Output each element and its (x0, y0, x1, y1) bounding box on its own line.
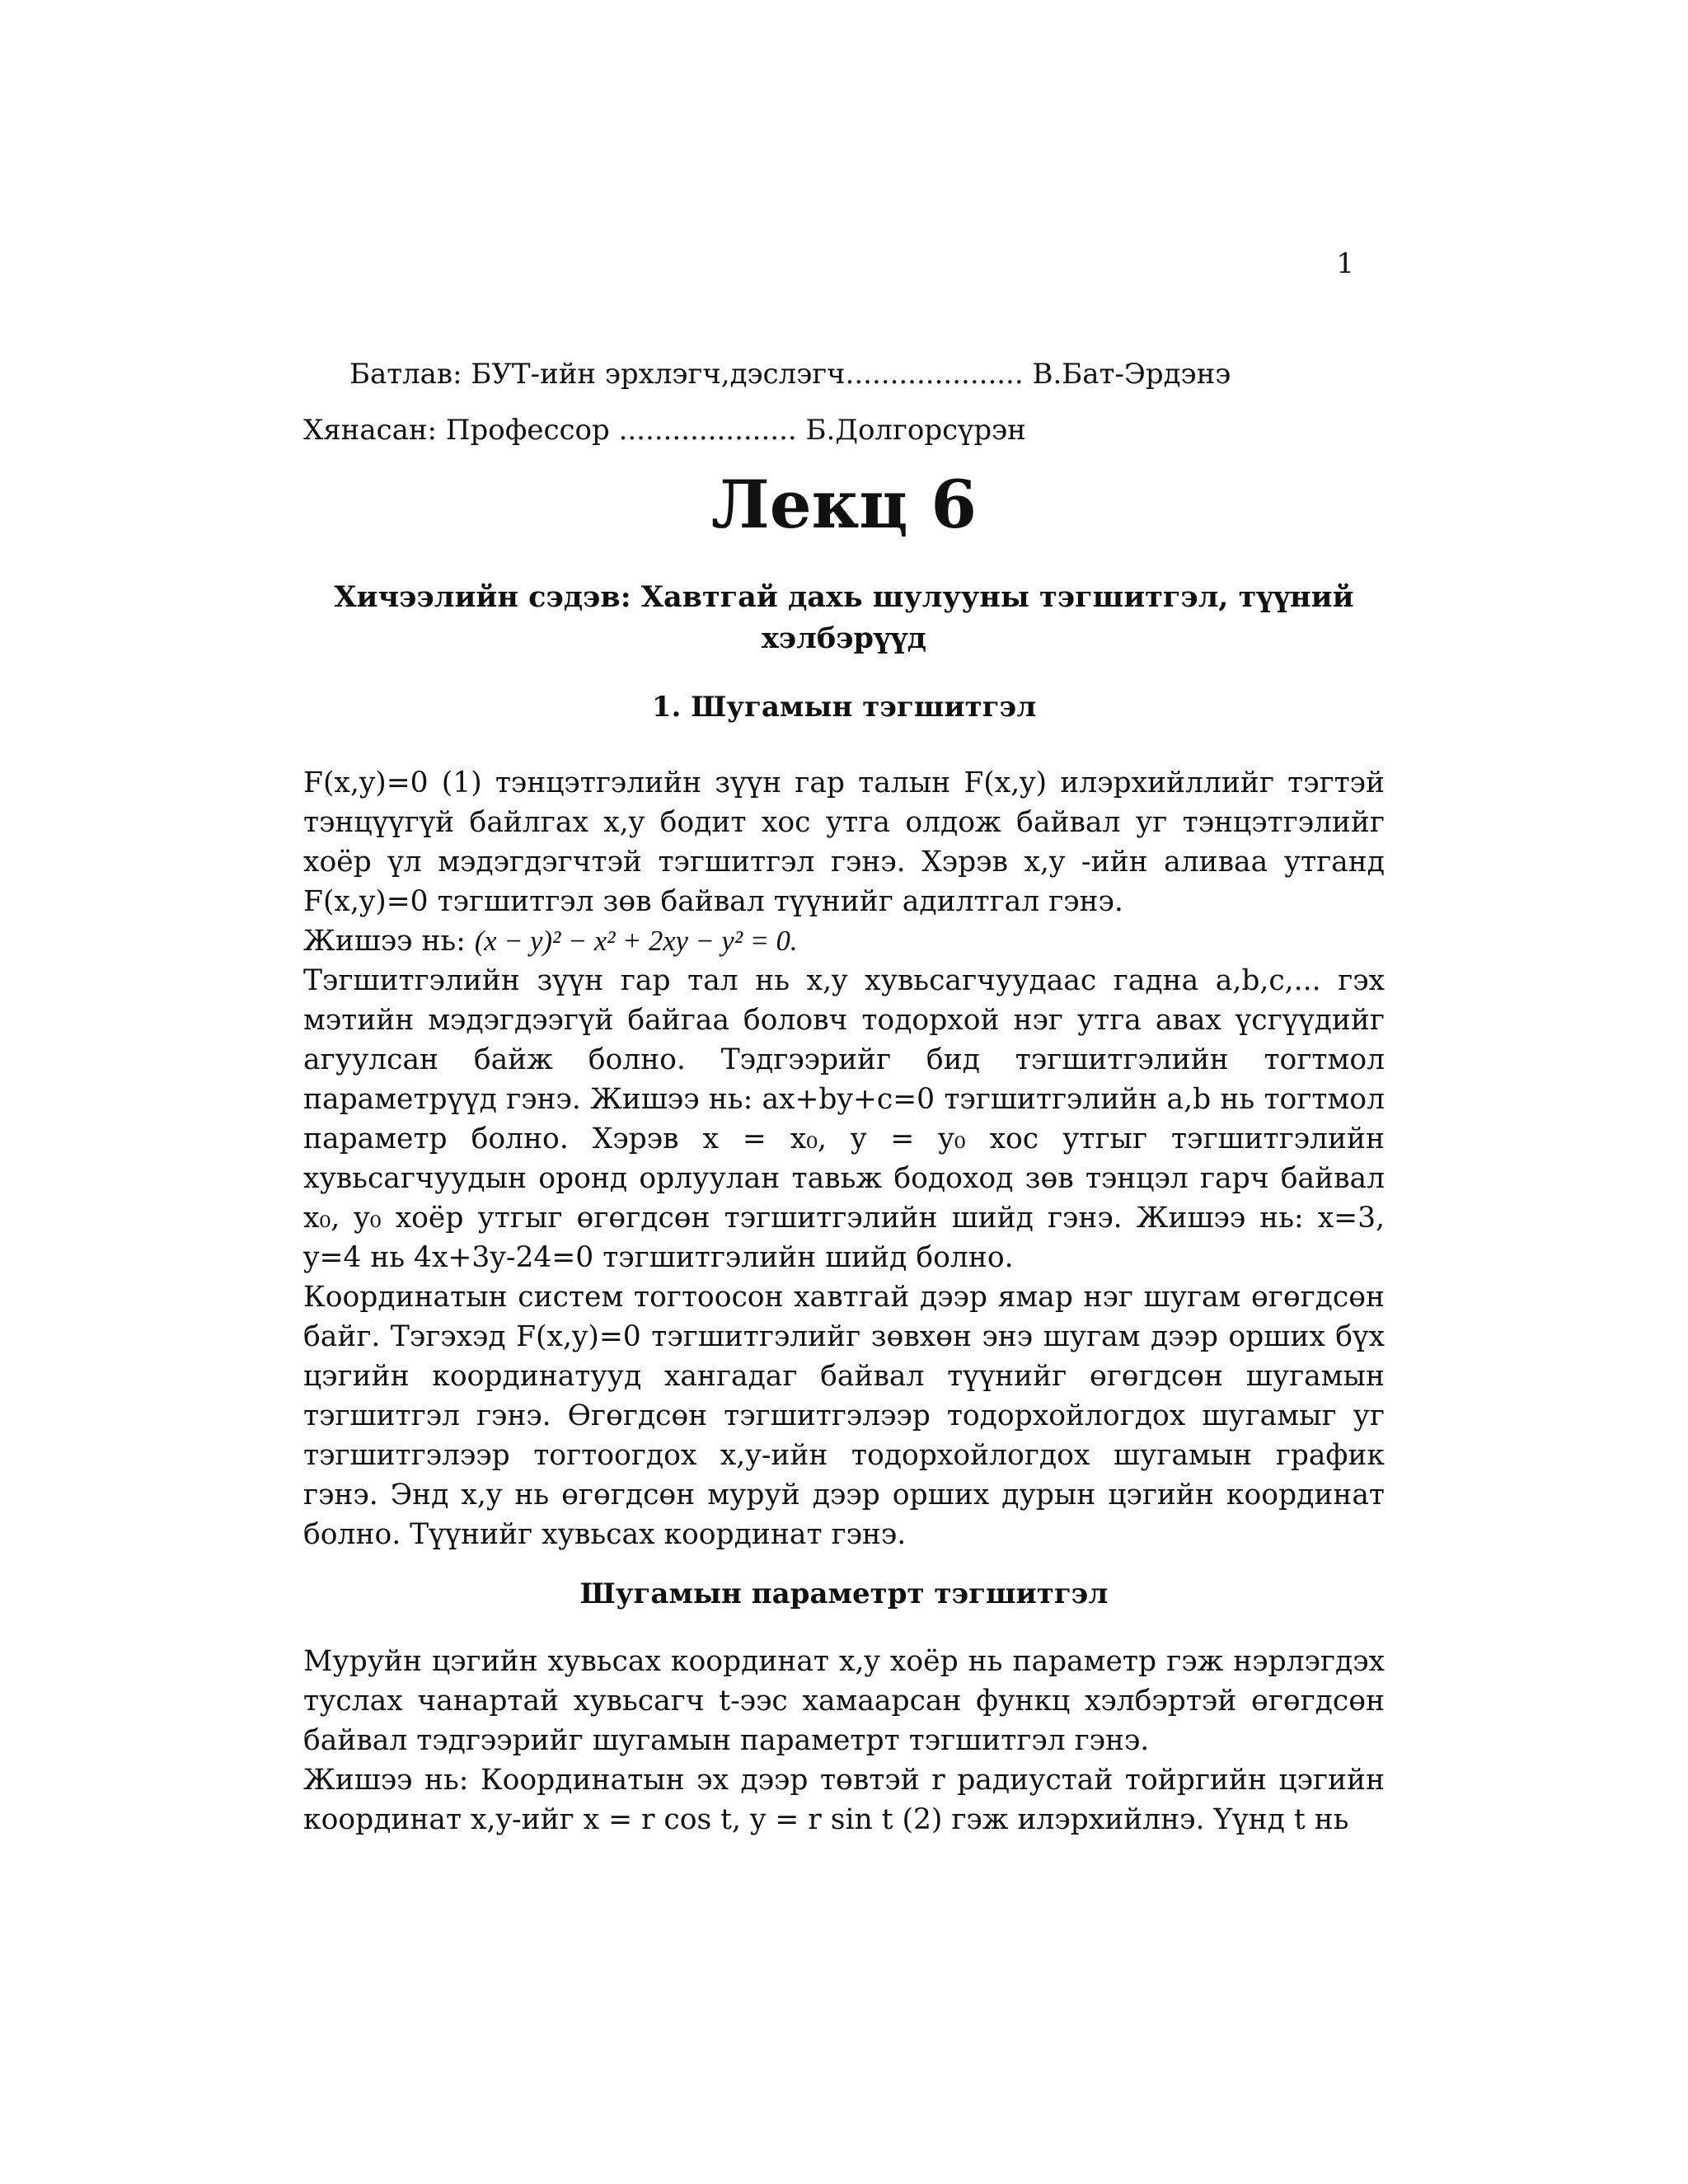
approval-line-approved: Батлав: БУТ-ийн эрхлэгч,дэслэгч.................... В.Бат-Эрдэнэ (349, 358, 1231, 391)
paragraph: Координатын систем тогтоосон хавтгай дээр ямар нэг шугам өгөгдсөн байг. Тэгэхэд F(x,y)=0 тэгшитгэлийг зөвхөн энэ шугам дээр орших бүх цэгийн координатууд хангадаг байвал түүнийг өгөгдсөн шугамын тэгшитгэл гэнэ. Өгөгдсөн тэгшитгэлээр тодорхойлогдох шугамыг уг тэгшитгэлээр тогтоогдох x,y-ийн тодорхойлогдох шугамын график гэнэ. Энд x,y нь өгөгдсөн муруй дээр орших дурын цэгийн координат болно. Түүнийг хувьсах координат гэнэ. (303, 1281, 1385, 1551)
section-heading-equation-of-line: 1. Шугамын тэгшитгэл (651, 691, 1037, 724)
section2-body (303, 1642, 1385, 1840)
example-label: Жишээ нь: (303, 925, 475, 958)
section1-body (303, 763, 1385, 1554)
paragraph: F(x,y)=0 (1) тэнцэтгэлийн зүүн гар талын F(x,y) илэрхийллийг тэгтэй тэнцүүгүй байлгах x,y бодит хос утга олдож байвал уг тэнцэтгэлийг хоёр үл мэдэгдэгчтэй тэгшитгэл гэнэ. Хэрэв x,y -ийн аливаа утганд F(x,y)=0 тэгшитгэл зөв байвал түүнийг адилтгал гэнэ. (303, 766, 1385, 918)
approval-block (303, 346, 1375, 458)
section-heading-parametric-equation: Шугамын параметрт тэгшитгэл (579, 1577, 1109, 1610)
lecture-subject: Хичээлийн сэдэв: Хавтгай дахь шулууны тэгшитгэл, түүний хэлбэрүүд (334, 580, 1354, 655)
lecture-title: Лекц 6 (710, 466, 978, 543)
paragraph: Жишээ нь: Координатын эх дээр төвтэй r радиустай тойргийн цэгийн координат x,y-ийг x = r cos t, y = r sin t (2) гэж илэрхийлнэ. Үүнд t нь (303, 1764, 1385, 1836)
paragraph: Тэгшитгэлийн зүүн гар тал нь x,y хувьсагчуудаас гадна a,b,c,... гэх мэтийн мэдэгдээгүй байгаа боловч тодорхой нэг утга авах үсгүүдийг агуулсан байж болно. Тэдгээрийг бид тэгшитгэлийн тогтмол параметрүүд гэнэ. Жишээ нь: ax+by+c=0 тэгшитгэлийн a,b нь тогтмол параметр болно. Хэрэв x = x₀, y = y₀ хос утгыг тэгшитгэлийн хувьсагчуудын оронд орлуулан тавьж бодоход зөв тэнцэл гарч байвал x₀, y₀ хоёр утгыг өгөгдсөн тэгшитгэлийн шийд гэнэ. Жишээ нь: x=3, y=4 нь 4x+3y-24=0 тэгшитгэлийн шийд болно. (303, 964, 1385, 1274)
paragraph: Муруйн цэгийн хувьсах координат x,y хоёр нь параметр гэж нэрлэгдэх туслах чанартай хувьсагч t-ээс хамаарсан функц хэлбэртэй өгөгдсөн байвал тэдгээрийг шугамын параметрт тэгшитгэл гэнэ. (303, 1645, 1385, 1757)
example-formula: (x − y)² − x² + 2xy − y² = 0. (474, 926, 798, 957)
approval-line-reviewed: Хянасан: Профессор .................... Б.Долгорсүрэн (303, 414, 1026, 447)
example-line (303, 921, 1385, 961)
page-number: 1 (1336, 247, 1354, 280)
